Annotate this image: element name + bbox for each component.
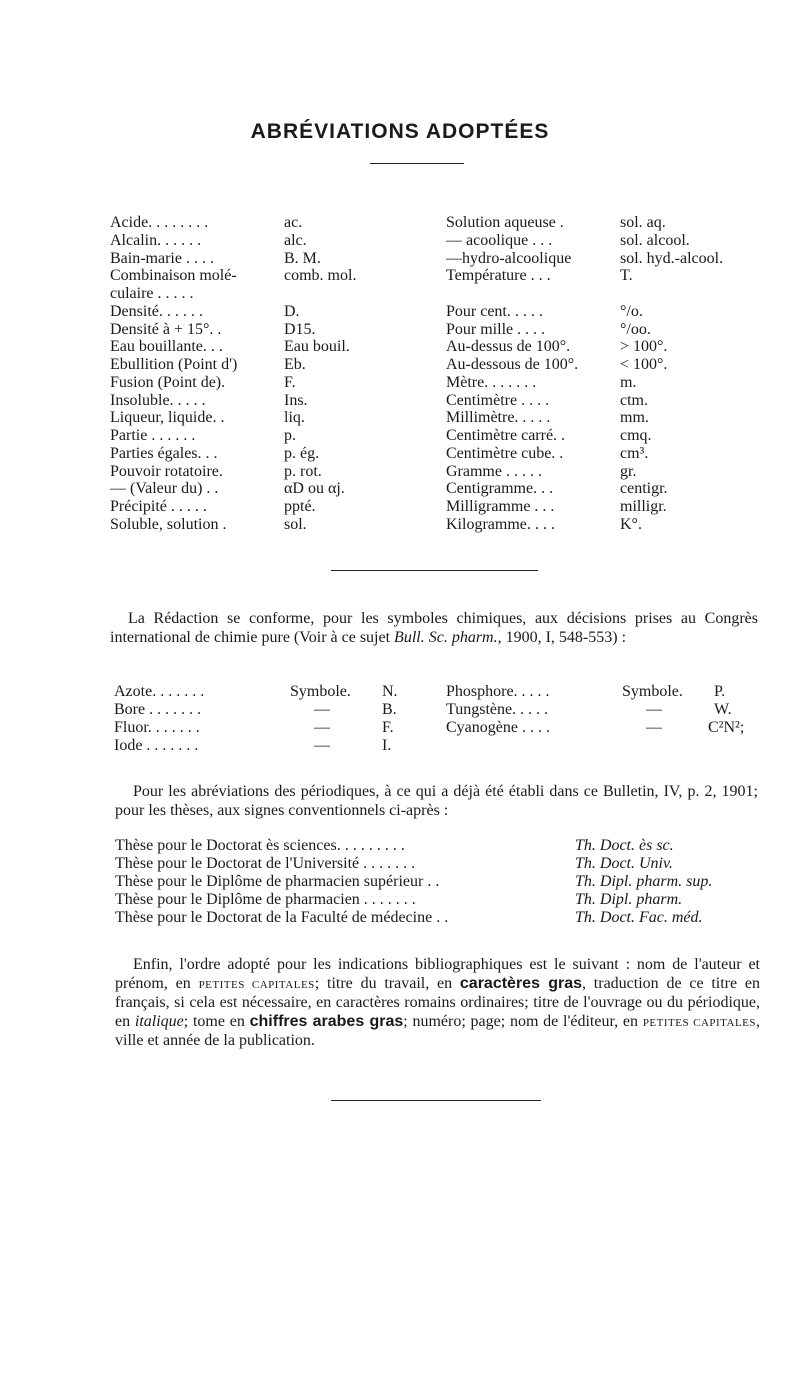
abbreviation-row	[446, 516, 796, 534]
abbreviation-row	[446, 498, 796, 516]
bib-text-1: Enfin, l'ordre adopté pour les indications bibliographiques est le suivant : nom de l'auteur et prénom, en	[115, 956, 760, 992]
abbreviation-row	[446, 356, 796, 374]
chemical-symbol: W.	[714, 701, 732, 718]
abbreviation-row	[110, 250, 460, 268]
element-name: Fluor. . . . . . .	[114, 719, 200, 736]
abbreviation-term: Solution aqueuse .	[446, 214, 564, 231]
bib-text-5: ; numéro; page; nom de l'éditeur, en	[403, 1012, 643, 1030]
abbreviation-term: Soluble, solution .	[110, 515, 227, 533]
abbreviation-term: Densité à + 15°. .	[110, 320, 222, 338]
abbreviation-value: comb. mol.	[284, 267, 357, 285]
abbreviation-term: — (Valeur du) . .	[110, 480, 219, 498]
abbreviation-value: mm.	[620, 409, 649, 427]
abbreviation-value: D.	[284, 302, 300, 320]
abbreviation-value: p.	[284, 427, 296, 444]
redaction-paragraph	[110, 610, 758, 647]
thesis-row	[115, 855, 765, 873]
abbreviation-value: centigr.	[620, 480, 668, 498]
abbreviation-row	[110, 356, 460, 374]
abbreviation-row	[110, 498, 460, 516]
abbreviation-row	[110, 374, 460, 392]
element-name: Cyanogène . . . .	[446, 719, 550, 736]
abbreviation-value: sol. aq.	[620, 214, 666, 231]
abbreviation-row	[110, 480, 460, 498]
abbreviation-value: sol.	[284, 515, 307, 533]
chemical-symbol: C²N²;	[708, 719, 745, 736]
thesis-abbreviation: Th. Doct. Univ.	[575, 855, 673, 872]
chemical-symbol: P.	[714, 683, 726, 700]
abbreviation-row	[110, 303, 460, 321]
abbreviation-value: T.	[620, 267, 633, 285]
abbreviation-row	[446, 338, 796, 356]
abbreviation-value: milligr.	[620, 498, 667, 515]
abbreviation-row	[446, 321, 796, 339]
abbreviation-value: p. ég.	[284, 444, 320, 462]
bib-text-4: ; tome en	[183, 1012, 250, 1030]
bib-text-3: , traduction de ce titre en français, si cela est nécessaire, en caractères romains ordinaires; titre de l'ouvrage ou du périodique, en	[115, 974, 760, 1030]
abbreviation-term: Millimètre. . . . .	[446, 409, 551, 427]
abbreviation-value: B. M.	[284, 249, 321, 267]
thesis-row	[115, 909, 765, 927]
abbreviation-term: Acide. . . . . . . .	[110, 214, 209, 231]
symbol-label: Symbole.	[290, 683, 351, 700]
abbreviation-value: > 100°.	[620, 338, 668, 356]
section-rule-1	[331, 570, 538, 571]
abbreviation-value: Ins.	[284, 391, 308, 409]
abbreviation-value: alc.	[284, 231, 307, 249]
abbreviation-row	[110, 285, 460, 303]
abbreviation-row	[446, 427, 796, 445]
symbol-label: —	[646, 719, 662, 736]
abbreviation-row	[446, 445, 796, 463]
abbreviation-row	[446, 267, 796, 285]
abbreviation-row	[446, 374, 796, 392]
symbol-row	[114, 737, 434, 755]
title-rule	[370, 163, 464, 164]
abbreviation-value: ac.	[284, 214, 303, 231]
thesis-label: Thèse pour le Doctorat de la Faculté de médecine . .	[115, 909, 449, 926]
abbreviation-term: Centimètre cube. .	[446, 444, 564, 462]
abbreviation-row	[446, 250, 796, 268]
abbreviation-term: Précipité . . . . .	[110, 498, 207, 515]
abbreviation-row	[110, 267, 460, 285]
abbreviation-row	[110, 321, 460, 339]
periodicals-paragraph: Pour les abréviations des périodiques, à ce qui a déjà été établi dans ce Bulletin, IV, p. 2, 1901; pour les thèses, aux signes conventionnels ci-après :	[115, 783, 758, 819]
chemical-symbol: N.	[382, 683, 398, 700]
abbreviation-value: < 100°.	[620, 356, 668, 373]
symbol-row	[446, 701, 766, 719]
abbreviation-term: Insoluble. . . . .	[110, 391, 206, 409]
abbreviation-row	[446, 409, 796, 427]
element-name: Iode . . . . . . .	[114, 737, 199, 754]
redaction-journal: Bull. Sc. pharm.	[394, 628, 498, 646]
thesis-label: Thèse pour le Doctorat ès sciences. . . . . . . . .	[115, 837, 405, 854]
bib-bold-1: caractères gras	[459, 974, 583, 992]
abbreviation-term: Bain-marie . . . .	[110, 249, 214, 267]
abbreviation-row	[446, 285, 796, 303]
symbol-row	[446, 683, 766, 701]
abbreviation-value: cm³.	[620, 444, 649, 462]
abbreviation-value: K°.	[620, 515, 642, 533]
bib-text-6: , ville et année de la publication.	[115, 1012, 761, 1049]
abbreviation-row	[110, 232, 460, 250]
abbreviation-value: Eb.	[284, 356, 306, 373]
page-title: ABRÉVIATIONS ADOPTÉES	[250, 120, 550, 143]
abbreviation-value: sol. alcool.	[620, 231, 690, 249]
symbol-label: —	[314, 719, 330, 736]
element-name: Phosphore. . . . .	[446, 683, 550, 700]
abbreviation-value: °/o.	[620, 302, 643, 320]
abbreviation-value: Eau bouil.	[284, 338, 350, 356]
thesis-row	[115, 837, 765, 855]
symbol-label: —	[646, 701, 662, 718]
thesis-row	[115, 873, 765, 891]
abbreviation-row	[446, 303, 796, 321]
bibliography-paragraph	[115, 956, 760, 1051]
abbreviation-value: ppté.	[284, 498, 316, 515]
abbreviation-term: Au-dessous de 100°.	[446, 356, 579, 373]
abbreviation-value: F.	[284, 373, 296, 391]
abbreviation-row	[110, 516, 460, 534]
abbreviation-row	[446, 480, 796, 498]
redaction-ref: , 1900, I, 548-553) :	[497, 628, 627, 646]
thesis-abbreviation: Th. Doct. Fac. méd.	[575, 909, 703, 926]
abbreviation-term: Milligramme . . .	[446, 498, 555, 515]
thesis-abbreviation: Th. Doct. ès sc.	[575, 837, 674, 854]
abbreviation-term: Au-dessus de 100°.	[446, 338, 571, 356]
abbreviation-value: p. rot.	[284, 462, 322, 480]
symbol-label: —	[314, 701, 330, 718]
symbol-label: Symbole.	[622, 683, 683, 700]
abbreviation-value: °/oo.	[620, 320, 651, 338]
abbreviation-term: Alcalin. . . . . .	[110, 231, 202, 249]
section-rule-2	[331, 1100, 541, 1101]
symbol-row	[446, 719, 766, 737]
chemical-symbol: F.	[382, 719, 394, 736]
redaction-text: La Rédaction se conforme, pour les symboles chimiques, aux décisions prises au Congrès international de chimie pure (Voir à ce sujet	[110, 610, 758, 646]
bib-small-caps-2: PETITES CAPITALES	[642, 1016, 757, 1029]
abbreviation-row	[446, 463, 796, 481]
abbreviation-term: Eau bouillante. . .	[110, 338, 223, 356]
abbreviation-value: D15.	[284, 320, 316, 338]
abbreviation-term: Centimètre . . . .	[446, 391, 550, 409]
abbreviation-row	[110, 214, 460, 232]
bib-italic-1: italique	[134, 1012, 184, 1030]
abbreviation-row	[110, 392, 460, 410]
abbreviation-row	[110, 338, 460, 356]
abbreviation-row	[446, 392, 796, 410]
abbreviation-term: Parties égales. . .	[110, 444, 218, 462]
symbol-row	[114, 719, 434, 737]
bib-bold-2: chiffres arabes gras	[249, 1012, 404, 1030]
abbreviation-term: Centimètre carré. .	[446, 427, 566, 444]
thesis-row	[115, 891, 765, 909]
chemical-symbol: I.	[382, 737, 392, 754]
element-name: Azote. . . . . . .	[114, 683, 205, 700]
thesis-label: Thèse pour le Diplôme de pharmacien supérieur . .	[115, 873, 440, 890]
element-name: Tungstène. . . . .	[446, 701, 549, 718]
abbreviation-term: Combinaison molé-	[110, 267, 237, 285]
abbreviation-value: αD ou αj.	[284, 480, 345, 498]
abbreviation-term: Fusion (Point de).	[110, 373, 226, 391]
bib-text-2: ; titre du travail, en	[314, 974, 460, 992]
abbreviation-value: sol. hyd.-alcool.	[620, 249, 724, 267]
symbol-row	[114, 683, 434, 701]
abbreviation-term: Liqueur, liquide. .	[110, 409, 225, 427]
abbreviation-term: Centigramme. . .	[446, 480, 554, 498]
abbreviation-term: Gramme . . . . .	[446, 462, 542, 480]
abbreviation-row	[446, 214, 796, 232]
abbreviation-term: —hydro-alcoolique	[446, 249, 572, 267]
abbreviation-value: liq.	[284, 409, 305, 427]
abbreviation-term: Ebullition (Point d')	[110, 356, 238, 373]
abbreviation-value: ctm.	[620, 391, 648, 409]
thesis-abbreviation: Th. Dipl. pharm.	[575, 891, 683, 908]
abbreviation-term: Pour cent. . . . .	[446, 302, 543, 320]
abbreviation-value: m.	[620, 373, 637, 391]
thesis-label: Thèse pour le Doctorat de l'Université . . . . . . .	[115, 855, 416, 872]
abbreviation-value: cmq.	[620, 427, 652, 444]
abbreviation-term: Pouvoir rotatoire.	[110, 462, 223, 480]
abbreviation-term: Partie . . . . . .	[110, 427, 196, 444]
abbreviation-row	[446, 232, 796, 250]
abbreviation-value: gr.	[620, 462, 637, 480]
abbreviation-term: Kilogramme. . . .	[446, 515, 555, 533]
abbreviation-row	[110, 427, 460, 445]
symbol-label: —	[314, 737, 330, 754]
abbreviation-term: Densité. . . . . .	[110, 302, 203, 320]
bib-small-caps-1: PETITES CAPITALES	[198, 978, 315, 991]
element-name: Bore . . . . . . .	[114, 701, 202, 718]
symbol-row	[114, 701, 434, 719]
abbreviation-row	[110, 463, 460, 481]
abbreviation-term: culaire . . . . .	[110, 285, 194, 302]
abbreviation-term: Pour mille . . . .	[446, 320, 546, 338]
abbreviation-term: Température . . .	[446, 267, 551, 285]
abbreviation-row	[110, 409, 460, 427]
thesis-abbreviation: Th. Dipl. pharm. sup.	[575, 873, 713, 890]
abbreviation-term: — acoolique . . .	[446, 231, 553, 249]
chemical-symbol: B.	[382, 701, 397, 718]
thesis-label: Thèse pour le Diplôme de pharmacien . . . . . . .	[115, 891, 416, 908]
abbreviation-term: Mètre. . . . . . .	[446, 373, 537, 391]
abbreviation-row	[110, 445, 460, 463]
